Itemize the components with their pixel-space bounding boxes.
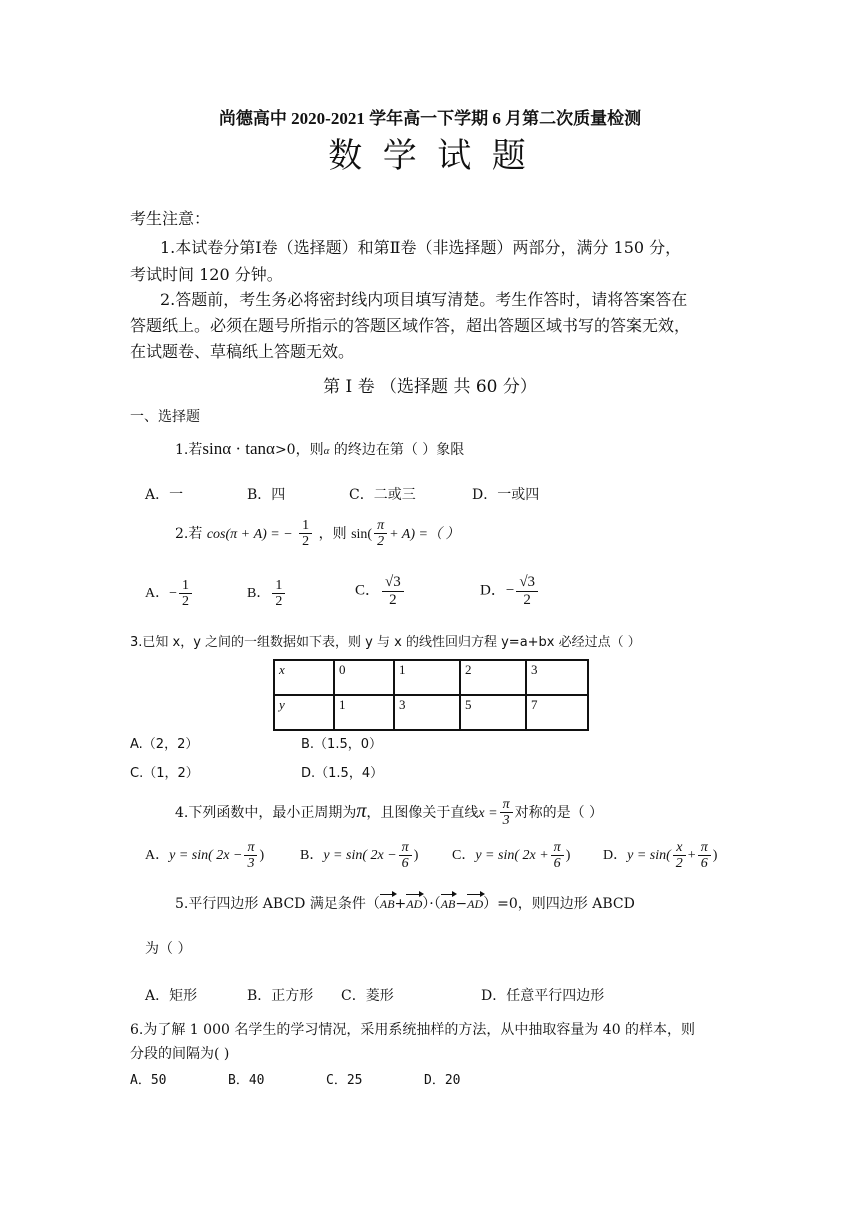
q4-mid: ，且图像关于直线 [366,804,479,821]
notice-item-2-line-3: 在试题卷、草稿纸上答题无效。 [130,342,355,361]
notice-heading: 考生注意： [130,209,211,228]
q4-suffix: 对称的是（ ） [514,804,604,821]
q4-option-b-den: 6 [401,856,409,872]
q4-option-a-post: ) [259,848,265,864]
question-6-line-2: 分段的间隔为( ) [130,1046,230,1062]
q5-option-d: D．任意平行四边形 [481,988,605,1004]
q4-option-a-fraction [244,840,257,872]
q4-option-d-post: ) [712,848,718,864]
q5-option-c: C．菱形 [341,988,394,1004]
table-cell: 1 [334,695,394,730]
q4-x-equals: x = [478,805,498,821]
q3-option-c: C.（1，2） [130,766,199,781]
q3-data-table [273,659,589,731]
question-6-line-1: 6.为了解 1 000 名学生的学习情况，采用系统抽样的方法，从中抽取容量为 40 的样本，则 [130,1022,696,1038]
exam-subtitle: 尚德高中 2020-2021 学年高一下学期 6 月第二次质量检测 [218,109,642,128]
q4-option-b-fraction [399,840,412,872]
q2-pi-half-fraction [374,518,387,550]
q4-option-b [300,840,418,872]
q2-option-a-sign: − [169,586,178,602]
question-5 [175,893,635,913]
q4-pi-third-den: 3 [502,813,510,829]
q5-plus: + [394,896,407,912]
q4-option-a-den: 3 [247,856,255,872]
q4-option-d-num-2: π [698,840,711,856]
q4-pi-third-fraction [500,797,513,829]
q2-option-a-label: A． [145,586,170,602]
section-part: 一、选择题 [130,409,200,425]
q2-half-den: 2 [302,534,310,550]
q4-option-c-fraction [551,840,564,872]
table-cell: 5 [460,695,526,730]
notice-item-2-line-1: 2.答题前，考生务必将密封线内项目填写清楚。考生作答时，请将答案答在 [160,290,688,309]
q2-option-b [247,578,287,610]
q2-pi-den: 2 [377,534,385,550]
q5-vector-ad-1: AD [406,897,423,911]
notice-item-1-line-2: 考试时间 120 分钟。 [130,265,283,284]
q3-option-a: A.（2，2） [130,737,199,752]
q4-option-d-den-1: 2 [675,856,683,872]
q5-minus: − [455,896,468,912]
q3-option-d: D.（1.5，4） [301,766,384,781]
q2-sin-tail: + A) =（ ） [389,526,460,542]
q4-option-d-pre: y = sin( [627,848,671,864]
q6-option-b: B．40 [228,1073,265,1088]
q4-option-a-label: A． [145,848,170,864]
table-cell: 7 [526,695,588,730]
question-2 [175,518,459,550]
q2-option-b-fraction [272,578,285,610]
q5-mid: ）·（ [422,896,441,912]
q4-option-d-label: D． [603,848,628,864]
q5-vector-ab-2: AB [440,897,456,911]
q1-option-c: C．二或三 [349,487,416,503]
q4-option-a-num: π [244,840,257,856]
q2-option-d-sign: − [505,582,515,599]
q5-vector-ab-1: AB [379,897,395,911]
q4-option-d-den-2: 6 [700,856,708,872]
q2-option-a-den: 2 [182,594,190,610]
q2-option-a-fraction [179,578,192,610]
q4-prefix: 4.下列函数中，最小正周期为 [175,804,357,821]
q2-option-d [480,574,540,608]
section-title: 第 Ⅰ 卷 （选择题 共 60 分） [323,377,537,397]
q2-half-num: 1 [299,518,312,534]
table-cell: 2 [460,660,526,695]
q1-prefix: 1.若 [175,442,203,458]
question-3: 3.已知 x，y 之间的一组数据如下表，则 y 与 x 的线性回归方程 y=a+bx 必经过点（ ） [130,635,641,650]
q4-option-d [603,840,717,872]
q2-sin-expression: sin( [351,526,373,542]
q2-option-c-label: C． [355,582,381,599]
q1-expression: sinα · tanα [202,439,275,458]
q4-option-a [145,840,264,872]
q4-option-b-label: B． [300,848,324,864]
q5-option-b: B．正方形 [247,988,314,1004]
q5-suffix: ）=0，则四边形 ABCD [483,896,635,912]
q1-alpha: α [323,445,330,457]
q4-option-c-label: C． [452,848,476,864]
q2-option-d-fraction [516,574,538,608]
q4-option-c-pre: y = sin( 2x + [475,848,549,864]
q2-option-c-den: 2 [389,591,397,608]
question-4 [175,797,603,829]
notice-item-1-line-1: 1.本试卷分第Ⅰ卷（选择题）和第Ⅱ卷（非选择题）两部分，满分 150 分， [160,238,682,257]
q2-half-fraction [299,518,312,550]
table-cell: y [274,695,334,730]
q4-option-b-post: ) [413,848,419,864]
q2-option-b-label: B． [247,586,271,602]
q4-option-d-num-1: x [673,840,686,856]
q2-separator: ，则 [318,525,347,542]
q2-prefix: 2.若 [175,525,203,542]
q4-option-d-fraction-2 [698,840,711,872]
q6-option-d: D．20 [424,1073,461,1088]
q4-option-b-num: π [399,840,412,856]
q4-option-c-post: ) [565,848,571,864]
table-cell: 3 [526,660,588,695]
table-cell: x [274,660,334,695]
q5-line-2: 为（ ） [145,941,192,957]
table-cell: 0 [334,660,394,695]
q1-option-d: D．一或四 [472,487,540,503]
q1-option-a: A．一 [145,487,184,503]
q4-option-c-den: 6 [553,856,561,872]
q4-pi: π [356,799,367,822]
q2-option-d-label: D． [480,582,506,599]
q2-option-c-fraction [382,574,404,608]
q4-option-c-num: π [551,840,564,856]
table-row [274,695,588,730]
q2-pi-num: π [374,518,387,534]
q4-option-d-plus: + [687,848,696,864]
q2-option-a [145,578,194,610]
q4-option-a-pre: y = sin( 2x − [169,848,243,864]
table-cell: 1 [394,660,460,695]
q2-cos-expression: cos(π + A) = − [206,526,293,542]
notice-item-2-line-2: 答题纸上。必须在题号所指示的答题区域作答，超出答题区域书写的答案无效， [130,316,691,335]
q4-option-b-pre: y = sin( 2x − [323,848,397,864]
q5-prefix: 5.平行四边形 ABCD 满足条件（ [175,896,380,912]
q3-option-b: B.（1.5，0） [301,737,382,752]
q4-pi-third-num: π [500,797,513,813]
q1-option-b: B．四 [247,487,286,503]
exam-title: 数 学 试 题 [328,138,532,175]
q4-option-c [452,840,570,872]
q2-option-b-num: 1 [272,578,285,594]
q6-option-a: A．50 [130,1073,167,1088]
question-1 [175,439,464,459]
q2-option-b-den: 2 [275,594,283,610]
q2-option-d-num: √3 [516,574,538,592]
q6-option-c: C．25 [326,1073,363,1088]
table-row [274,660,588,695]
q5-option-a: A．矩形 [145,988,198,1004]
q2-option-d-den: 2 [523,591,531,608]
q2-option-c-num: √3 [382,574,404,592]
q2-option-c [355,574,406,608]
table-cell: 3 [394,695,460,730]
q1-condition: >0，则 [274,442,324,458]
q2-option-a-num: 1 [179,578,192,594]
q5-vector-ad-2: AD [467,897,484,911]
q4-option-d-fraction-1 [673,840,686,872]
q1-rest: 的终边在第（ ）象限 [329,442,465,458]
